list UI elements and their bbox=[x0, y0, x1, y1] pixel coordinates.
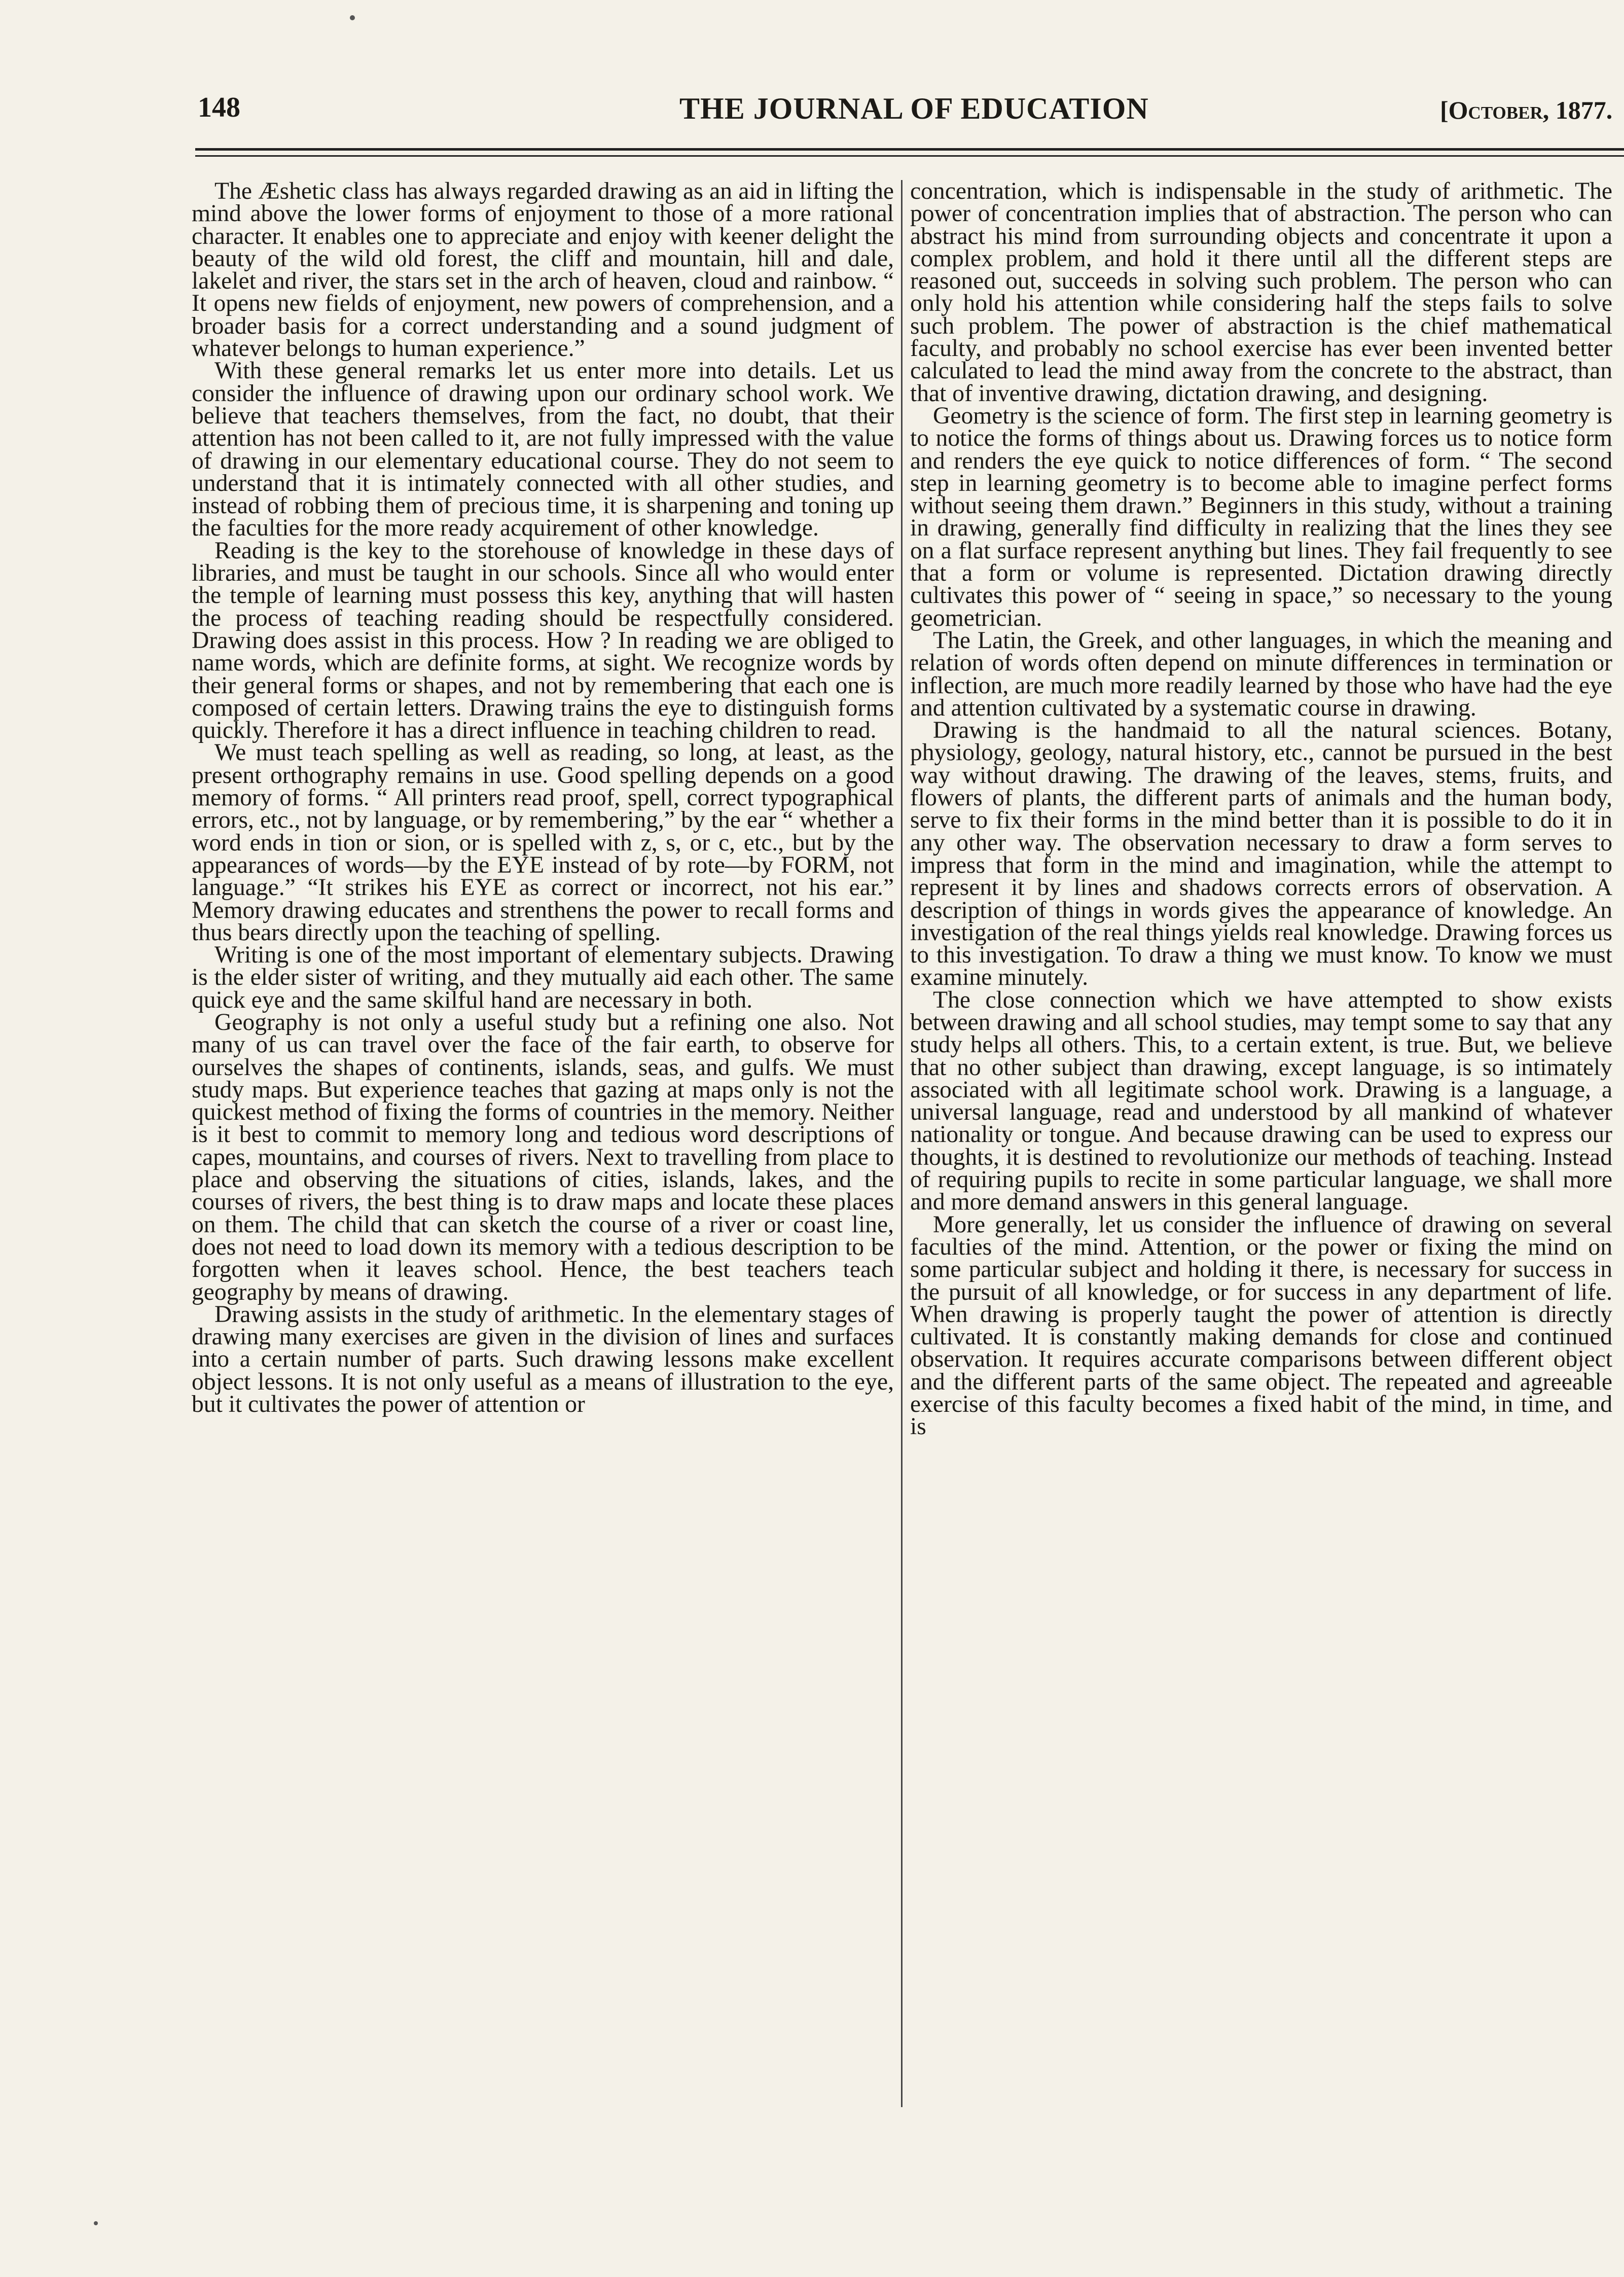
paragraph: Geography is not only a useful study but a refining one also. Not many of us can travel over the face of the fair earth, to observe for ourselves the shapes of continents, islands, seas, and gulfs. We must study maps. But experience teaches that gazing at maps only is not the quickest method of fixing the forms of countries in the memory. Neither is it best to commit to memory long and tedious word descriptions of capes, mountains, and courses of rivers. Next to travelling from place to place and observing the situations of cities, islands, lakes, and the courses of rivers, the best thing is to draw maps and locate these places on them. The child that can sketch the course of a river or coast line, does not need to load down its memory with a tedious description to be forgotten when it leaves school. Hence, the best teachers teach geography by means of drawing. bbox=[192, 1009, 894, 1305]
header-rule bbox=[195, 148, 1624, 151]
paper-speck bbox=[94, 2221, 98, 2225]
paragraph: The close connection which we have attempted to show exists between drawing and all school studies, may tempt some to say that any study helps all others. This, to a certain extent, is true. But, we believe that no other subject than drawing, except language, is so intimately associated with all legitimate school work. Drawing is a language, a universal language, read and understood by all mankind of whatever nationality or tongue. And because drawing can be used to express our thoughts, it is destined to revolutionize our methods of teaching. Instead of requiring pupils to recite in some particular language, we shall more and more demand answers in this general language. bbox=[910, 986, 1612, 1216]
paper-speck bbox=[350, 15, 355, 20]
left-column bbox=[192, 180, 894, 2122]
page-header bbox=[198, 91, 1617, 137]
paragraph: The Æshetic class has always regarded drawing as an aid in lifting the mind above the lower forms of enjoyment to those of a more rational character. It enables one to appreciate and enjoy with keener delight the beauty of the wild old forest, the cliff and mountain, hill and dale, lakelet and river, the stars set in the arch of heaven, cloud and rainbow. “ It opens new fields of enjoyment, new powers of comprehension, and a broader basis for a correct understanding and a sound judgment of whatever belongs to human experience.” bbox=[192, 180, 894, 362]
column-divider bbox=[901, 180, 903, 2107]
paragraph: More generally, let us consider the influence of drawing on several faculties of the mind. Attention, or the power or fixing the mind on some particular subject and holding it there, is necessary for success in the pursuit of all knowledge, or for success in any department of life. When drawing is properly taught the power of attention is directly cultivated. It is constantly making demands for close and continued observation. It requires accurate comparisons between different object and the different parts of the same object. The repeated and agreeable exercise of this faculty becomes a fixed habit of the mind, in time, and is bbox=[910, 1211, 1612, 1440]
paragraph: Drawing assists in the study of arithmetic. In the elementary stages of drawing many exercises are given in the division of lines and surfaces into a certain number of parts. Such drawing lessons make excellent object lessons. It is not only useful as a means of illustration to the eye, but it cultivates the power of attention or bbox=[192, 1301, 894, 1418]
paragraph: concentration, which is indispensable in the study of arithmetic. The power of concentration implies that of abstraction. The person who can abstract his mind from surrounding objects and concentrate it upon a complex problem, and hold it there until all the different steps are reasoned out, succeeds in solving such problem. The person who can only hold his attention while considering half the steps fails to solve such problem. The power of abstraction is the chief mathematical faculty, and probably no school exercise has ever been invented better calculated to lead the mind away from the concrete to the abstract, than that of inventive drawing, dictation drawing, and designing. bbox=[910, 180, 1612, 407]
right-column bbox=[910, 180, 1612, 2122]
paragraph: We must teach spelling as well as reading, so long, at least, as the present orthography remains in use. Good spelling depends on a good memory of forms. “ All printers read proof, spell, correct typographical errors, etc., not by language, or by remembering,” by the ear “ whether a word ends in tion or sion, or is spelled with z, s, or c, etc., but by the appearances of words—by the EYE instead of by rote—by FORM, not language.” “It strikes his EYE as correct or incorrect, not his ear.” Memory drawing educates and strenthens the power to recall forms and thus bears directly upon the teaching of spelling. bbox=[192, 739, 894, 946]
paragraph: Reading is the key to the storehouse of knowledge in these days of libraries, and must be taught in our schools. Since all who would enter the temple of learning must possess this key, anything that will hasten the process of teaching reading should be respectfully considered. Drawing does assist in this process. How ? In reading we are obliged to name words, which are definite forms, at sight. We recognize words by their general forms or shapes, and not by remembering that each one is composed of certain letters. Drawing trains the eye to distinguish forms quickly. Therefore it has a direct influence in teaching children to read. bbox=[192, 537, 894, 744]
journal-title: THE JOURNAL OF EDUCATION bbox=[679, 92, 1149, 125]
header-rule-thin bbox=[195, 155, 1624, 157]
paragraph: Drawing is the handmaid to all the natural sciences. Botany, physiology, geology, natural history, etc., cannot be pursued in the best way without drawing. The drawing of the leaves, stems, fruits, and flowers of plants, the different parts of animals and the human body, serve to fix their forms in the mind better than it is possible to do it in any other way. The observation necessary to draw a form serves to impress that form in the mind and imagination, while the attempt to represent it by lines and shadows corrects errors of observation. A description of things in words gives the appearance of knowledge. An investigation of the real things yields real knowledge. Drawing forces us to this investigation. To draw a thing we must know. To know we must examine minutely. bbox=[910, 717, 1612, 991]
page-number: 148 bbox=[198, 92, 240, 123]
paragraph: With these general remarks let us enter more into details. Let us consider the influence of drawing upon our ordinary school work. We believe that teachers themselves, from the fact, no doubt, that their attention has not been called to it, are not fully impressed with the value of drawing in our elementary educational course. They do not seem to understand that it is intimately connected with all other studies, and instead of robbing them of precious time, it is sharpening and toning up the faculties for the more ready acquirement of other knowledge. bbox=[192, 358, 894, 542]
paragraph: Geometry is the science of form. The first step in learning geometry is to notice the forms of things about us. Drawing forces us to notice form and renders the eye quick to notice differences of form. “ The second step in learning geometry is to become able to imagine perfect forms without seeing them drawn.” Beginners in this study, without a training in drawing, generally find difficulty in realizing that the lines they see on a flat surface represent anything but lines. They fail frequently to see that a form or volume is represented. Dictation drawing directly cultivates this power of “ seeing in space,” so necessary to the young geometrician. bbox=[910, 402, 1612, 631]
paragraph: The Latin, the Greek, and other languages, in which the meaning and relation of words often depend on minute differences in termination or inflection, are much more readily learned by those who have had the eye and attention cultivated by a systematic course in drawing. bbox=[910, 627, 1612, 721]
paragraph: Writing is one of the most important of elementary subjects. Drawing is the elder sister of writing, and they mutually aid each other. The same quick eye and the same skilful hand are necessary in both. bbox=[192, 942, 894, 1013]
issue-date: [October, 1877. bbox=[1440, 96, 1613, 124]
